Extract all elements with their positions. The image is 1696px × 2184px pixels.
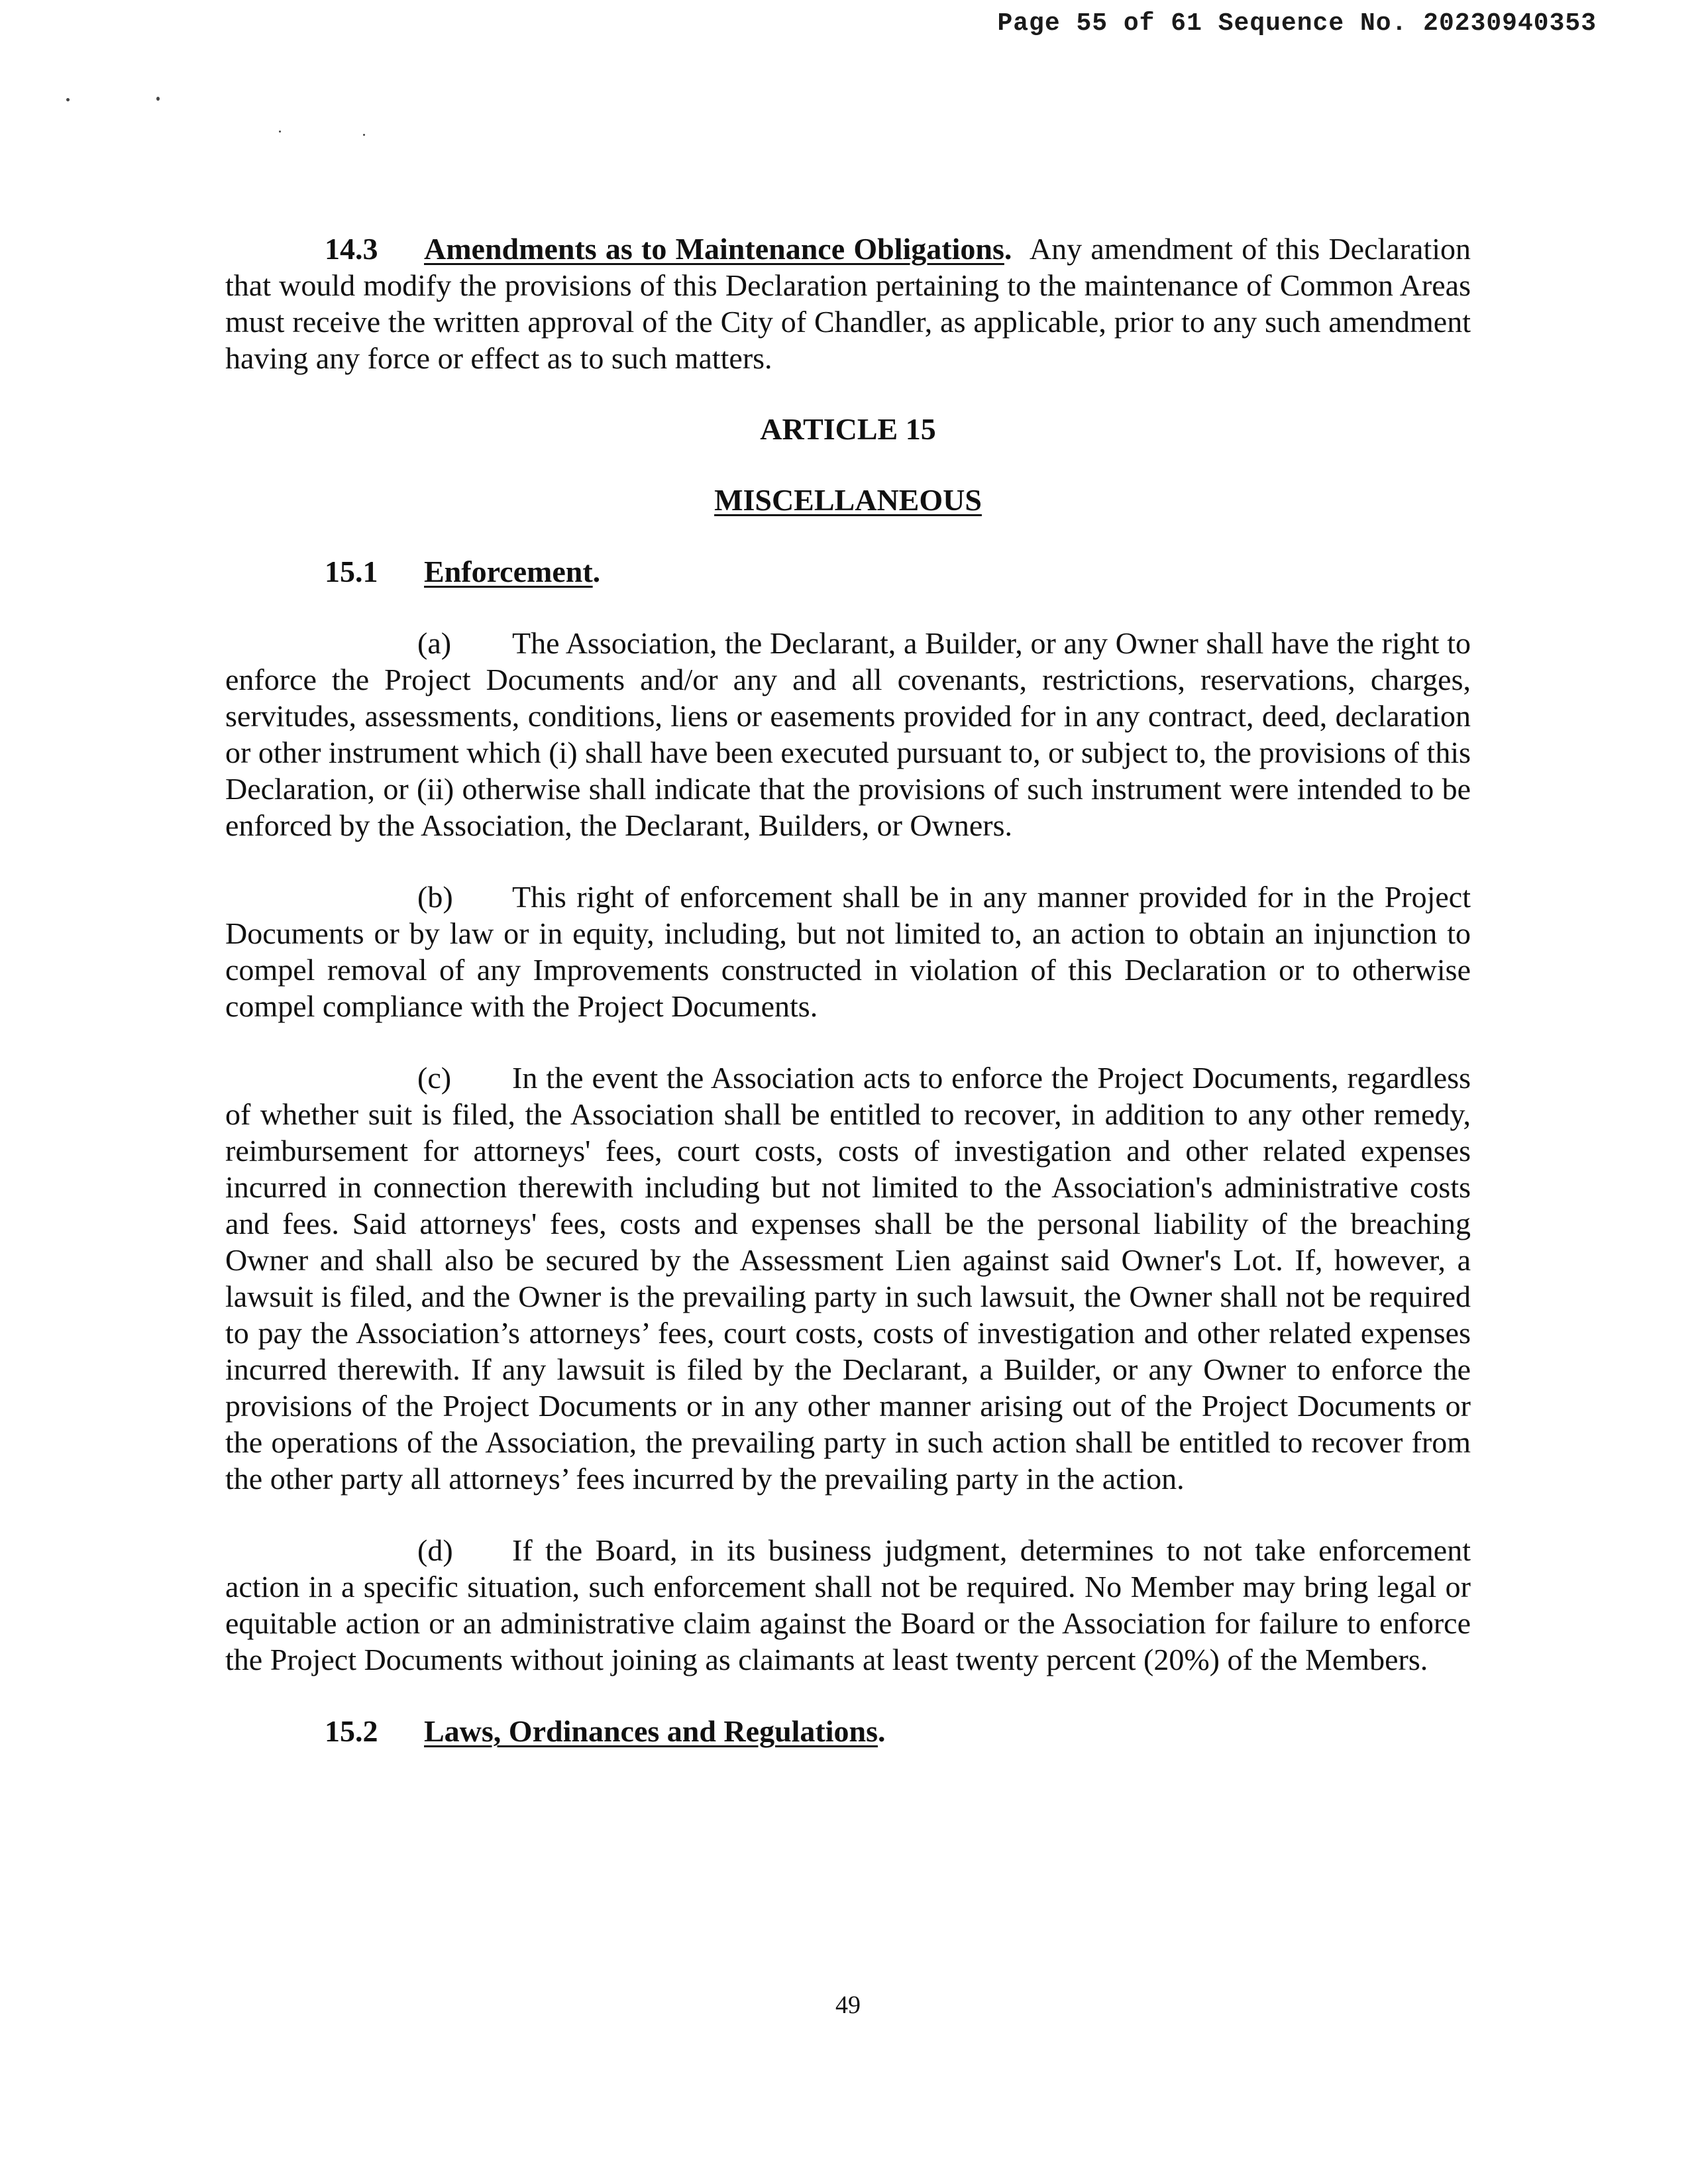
section-15-2-heading — [225, 1713, 1471, 1749]
subparagraph-a — [225, 625, 1471, 844]
article-title-line — [225, 482, 1471, 518]
article-title: MISCELLANEOUS — [714, 483, 982, 517]
subparagraph-label: (b) — [417, 880, 453, 914]
scan-speck — [363, 134, 365, 136]
section-title: Enforcement — [424, 555, 593, 588]
scan-speck — [66, 98, 70, 101]
scan-speck — [279, 131, 281, 133]
section-title-punct: . — [592, 555, 601, 588]
section-number: 15.2 — [325, 1714, 378, 1748]
section-title: Amendments as to Maintenance Obligations — [424, 232, 1004, 266]
subparagraph-label: (c) — [417, 1061, 452, 1095]
subparagraph-text: If the Board, in its business judgment, determines to not take enforcement action in a specific situation, such enforcement shall not be required. No Member may bring legal or equitable action or an administrative claim against the Board or the Association for failure to enforce the Project Documents without joining as claimants at least twenty percent (20%) of the Members. — [225, 1533, 1471, 1676]
section-number: 15.1 — [325, 555, 378, 588]
article-heading: ARTICLE 15 — [760, 412, 936, 446]
page-number: 49 — [835, 1991, 861, 2019]
subparagraph-text: In the event the Association acts to enforce the Project Documents, regardless of whether suit is filed, the Association shall be entitled to recover, in addition to any other remedy, reimbursement for attorneys' fees, court costs, costs of investigation and other related expenses incurred in connection therewith including but not limited to the Association's administrative costs and fees. Said attorneys' fees, costs and expenses shall be the personal liability of the breaching Owner and shall also be secured by the Assessment Lien against said Owner's Lot. If, however, a lawsuit is filed, and the Owner is the prevailing party in such lawsuit, the Owner shall not be required to pay the Association’s attorneys’ fees, court costs, costs of investigation and other related expenses incurred therewith. If any lawsuit is filed by the Declarant, a Builder, or any Owner to enforce the provisions of the Project Documents or in any other manner arising out of the Project Documents or the operations of the Association, the prevailing party in such action shall be entitled to recover from the other party all attorneys’ fees incurred by the prevailing party in the action. — [225, 1061, 1471, 1496]
subparagraph-c — [225, 1060, 1471, 1497]
document-body — [225, 231, 1471, 1749]
page-header: Page 55 of 61 Sequence No. 20230940353 — [997, 9, 1597, 38]
section-title-punct: . — [878, 1714, 886, 1748]
subparagraph-label: (d) — [417, 1533, 453, 1567]
section-title: Laws, Ordinances and Regulations — [424, 1714, 878, 1748]
subparagraph-label: (a) — [417, 626, 452, 660]
section-14-3 — [225, 231, 1471, 376]
subparagraph-text: This right of enforcement shall be in any manner provided for in the Project Documents or by law or in equity, including, but not limited to, an action to obtain an injunction to compel removal of any Improvements constructed in violation of this Declaration or to otherwise compel compliance with the Project Documents. — [225, 880, 1471, 1023]
section-body: Any amendment of this Declaration that would modify the provisions of this Declaration pertaining to the maintenance of Common Areas must receive the written approval of the City of Chandler, as applicable, prior to any such amendment having any force or effect as to such matters. — [225, 232, 1471, 375]
section-15-1-heading — [225, 553, 1471, 590]
subparagraph-d — [225, 1532, 1471, 1678]
section-title-punct: . — [1004, 232, 1012, 266]
subparagraph-text: The Association, the Declarant, a Builder, or any Owner shall have the right to enforce the Project Documents and/or any and all covenants, restrictions, reservations, charges, servitudes, assessments, conditions, liens or easements provided for in any contract, deed, declaration or other instrument which (i) shall have been executed pursuant to, or subject to, the provisions of this Declaration, or (ii) otherwise shall indicate that the provisions of such instrument were intended to be enforced by the Association, the Declarant, Builders, or Owners. — [225, 626, 1471, 842]
section-number: 14.3 — [325, 232, 378, 266]
subparagraph-b — [225, 879, 1471, 1024]
scan-speck — [156, 97, 160, 101]
